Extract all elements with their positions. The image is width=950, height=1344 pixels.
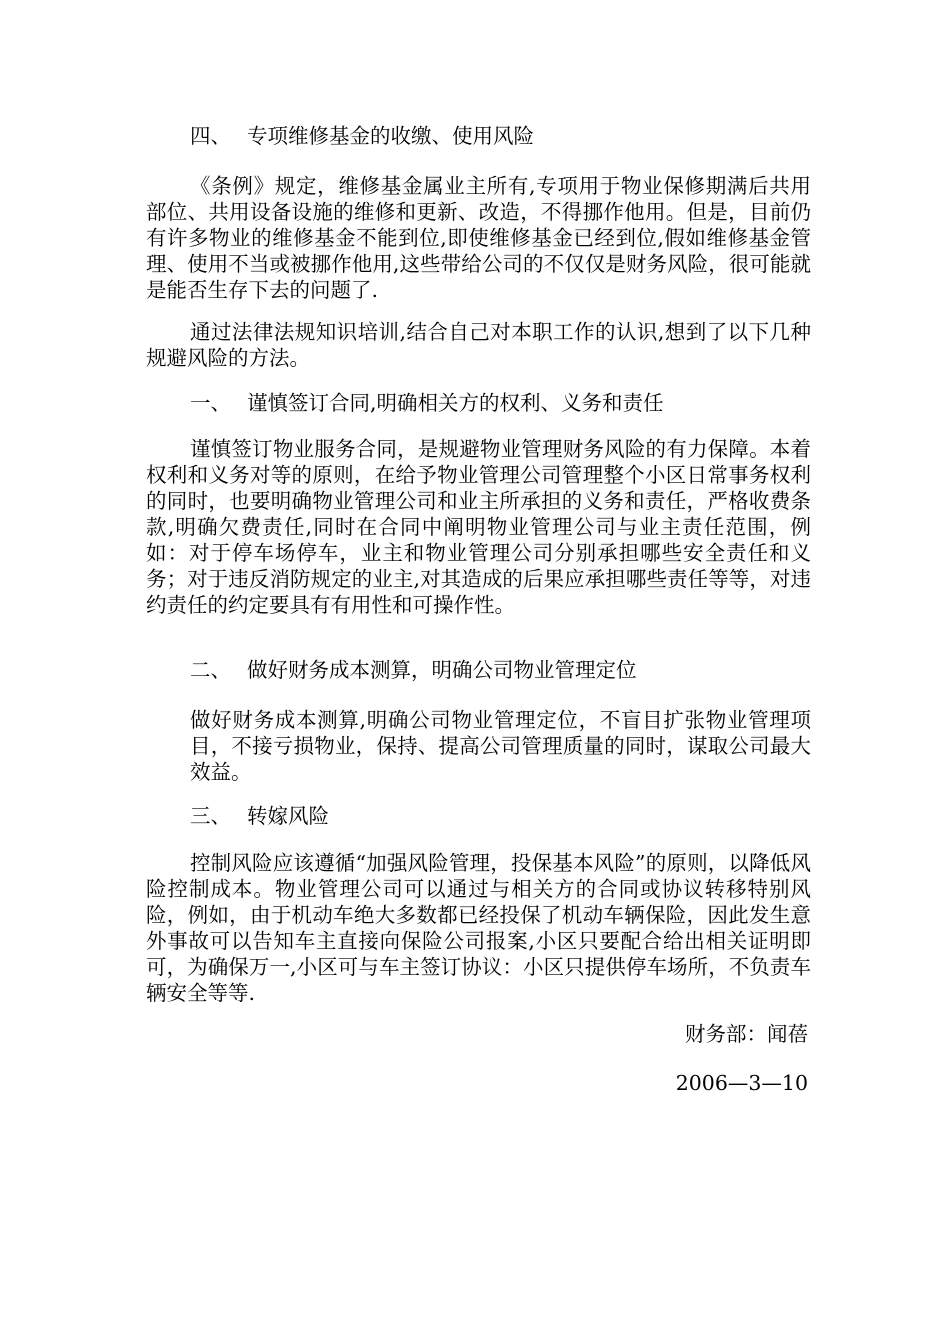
method2-heading-title: 做好财务成本测算，明确公司物业管理定位 [247, 658, 637, 682]
method1-heading-title: 谨慎签订合同,明确相关方的权利、义务和责任 [247, 391, 664, 415]
paragraph-regulation: 《条例》规定，维修基金属业主所有,专项用于物业保修期满后共用部位、共用设备设施的维修和更新、改造，不得挪作他用。但是，目前仍有许多物业的维修基金不能到位,即使维修基金已经到位,假如维修基金管理、使用不当或被挪作他用,这些带给公司的不仅仅是财务风险，很可能就是能否生存下去的问题了. [146, 174, 811, 302]
paragraph-intro-methods: 通过法律法规知识培训,结合自己对本职工作的认识,想到了以下几种规避风险的方法。 [146, 320, 811, 370]
method2-heading [190, 657, 637, 683]
section4-heading-title: 专项维修基金的收缴、使用风险 [247, 124, 534, 148]
signature-department: 财务部：闻蓓 [685, 1022, 808, 1046]
method1-heading-number: 一、 [190, 391, 231, 415]
paragraph-method3: 控制风险应该遵循“加强风险管理，投保基本风险”的原则，以降低风险控制成本。物业管理公司可以通过与相关方的合同或协议转移特别风险，例如，由于机动车绝大多数都已经投保了机动车辆保险，因此发生意外事故可以告知车主直接向保险公司报案,小区只要配合给出相关证明即可，为确保万一,小区可与车主签订协议：小区只提供停车场所，不负责车辆安全等等. [146, 851, 811, 1005]
paragraph-method2: 做好财务成本测算,明确公司物业管理定位，不盲目扩张物业管理项目，不接亏损物业，保持、提高公司管理质量的同时，谋取公司最大效益。 [190, 708, 811, 784]
method3-heading-title: 转嫁风险 [247, 804, 329, 828]
method3-heading [190, 803, 329, 829]
section4-heading [190, 123, 534, 149]
method2-heading-number: 二、 [190, 658, 231, 682]
method1-heading [190, 390, 664, 416]
signature-date: 2006—3—10 [675, 1071, 808, 1095]
section4-heading-number: 四、 [190, 124, 231, 148]
paragraph-method1: 谨慎签订物业服务合同，是规避物业管理财务风险的有力保障。本着权利和义务对等的原则，在给予物业管理公司管理整个小区日常事务权利的同时，也要明确物业管理公司和业主所承担的义务和责任，严格收费条款,明确欠费责任,同时在合同中阐明物业管理公司与业主责任范围，例如：对于停车场停车，业主和物业管理公司分别承担哪些安全责任和义务；对于违反消防规定的业主,对其造成的后果应承担哪些责任等等，对违约责任的约定要具有有用性和可操作性。 [146, 437, 811, 617]
method3-heading-number: 三、 [190, 804, 231, 828]
